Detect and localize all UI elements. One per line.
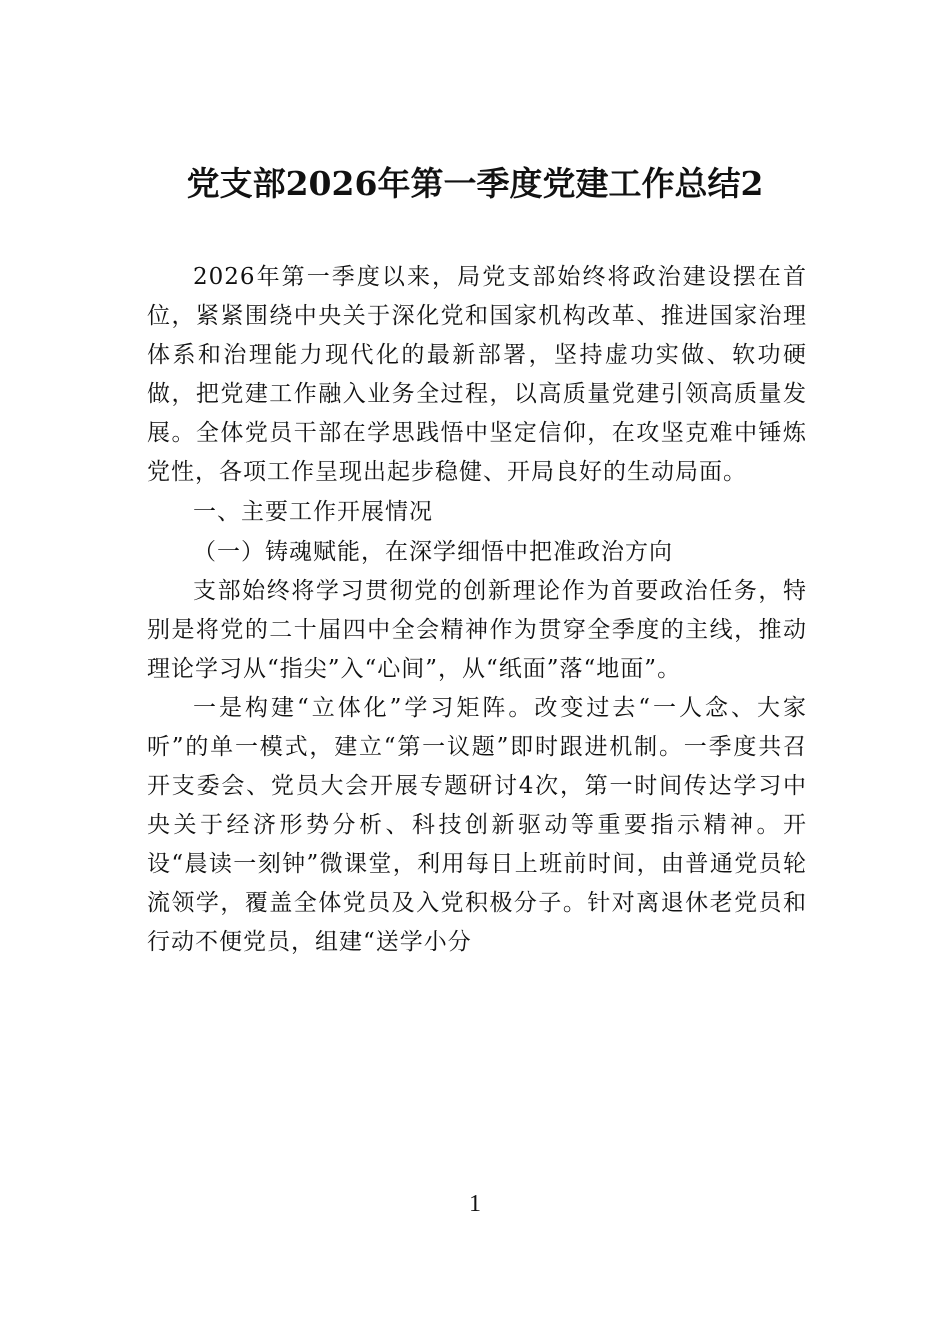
- subsection-heading: （一）铸魂赋能，在深学细悟中把准政治方向: [193, 539, 673, 565]
- intro-paragraph: 2026年第一季度以来，局党支部始终将政治建设摆在首位，紧紧围绕中央关于深化党和国家机构改革、推进国家治理体系和治理能力现代化的最新部署，坚持虚功实做、软功硬做，把党建工作融入业务全过程，以高质量党建引领高质量发展。全体党员干部在学思践悟中坚定信仰，在攻坚克难中锤炼党性，各项工作呈现出起步稳健、开局良好的生动局面。: [147, 264, 807, 485]
- item-paragraph: 一是构建“立体化”学习矩阵。改变过去“一人念、大家听”的单一模式，建立“第一议题”即时跟进机制。一季度共召开支委会、党员大会开展专题研讨4次，第一时间传达学习中央关于经济形势分析、科技创新驱动等重要指示精神。开设“晨读一刻钟”微课堂，利用每日上班前时间，由普通党员轮流领学，覆盖全体党员及入党积极分子。针对离退休老党员和行动不便党员，组建“送学小分: [147, 695, 807, 955]
- document-body: [147, 258, 807, 962]
- document-title: 党支部2026年第一季度党建工作总结2: [186, 164, 764, 203]
- page-number: 1: [469, 1191, 481, 1217]
- section-heading: 一、主要工作开展情况: [193, 499, 433, 525]
- subsection-paragraph: 支部始终将学习贯彻党的创新理论作为首要政治任务，特别是将党的二十届四中全会精神作为贯穿全季度的主线，推动理论学习从“指尖”入“心间”，从“纸面”落“地面”。: [147, 578, 807, 682]
